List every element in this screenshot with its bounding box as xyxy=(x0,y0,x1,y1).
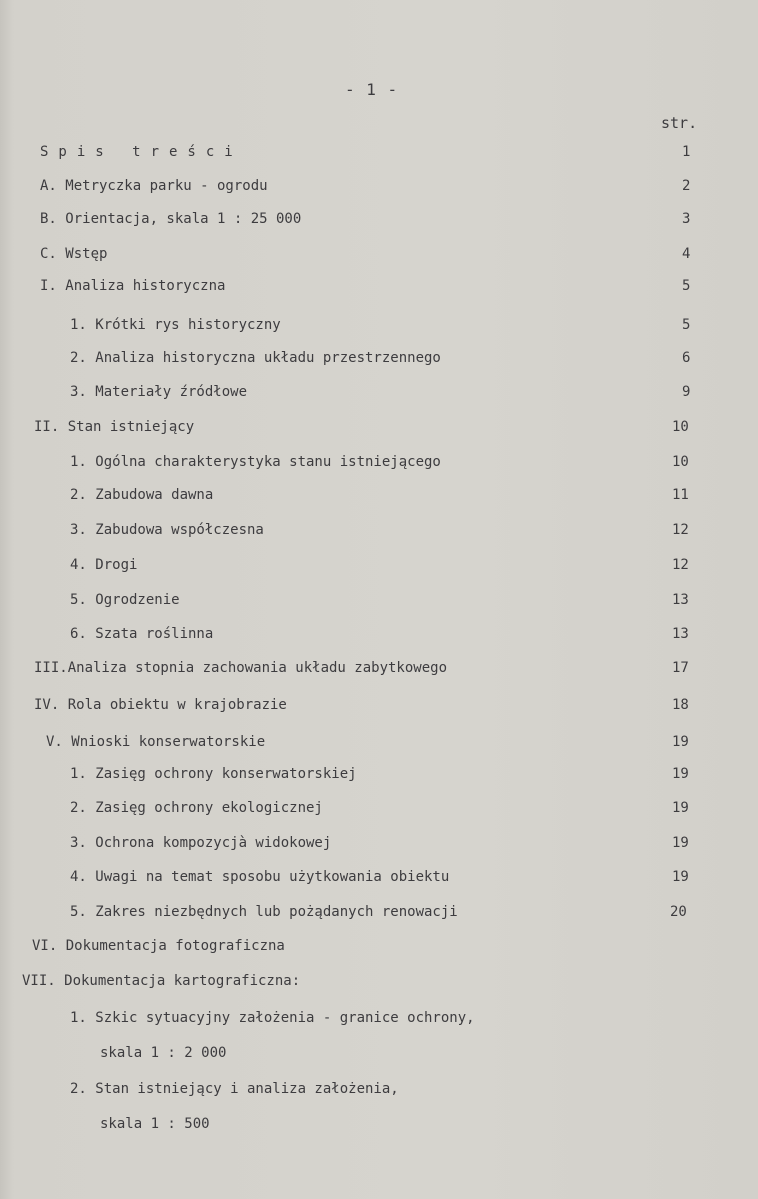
toc-page: 2 xyxy=(682,178,691,194)
toc-label: 1. Ogólna charakterystyka stanu istniejącego xyxy=(70,454,441,470)
toc-page: 13 xyxy=(672,626,689,642)
toc-entry xyxy=(0,900,758,924)
toc-page: 9 xyxy=(682,384,691,400)
toc-label: 4. Drogi xyxy=(70,557,138,573)
toc-entry xyxy=(0,934,758,958)
toc-label: C. Wstęp xyxy=(40,246,108,262)
toc-page: 10 xyxy=(672,419,689,435)
toc-entry xyxy=(0,1006,758,1030)
toc-page: 6 xyxy=(682,350,691,366)
toc-page: 19 xyxy=(672,835,689,851)
toc-page: 11 xyxy=(672,487,689,503)
toc-entry xyxy=(0,207,758,231)
toc-page: 19 xyxy=(672,800,689,816)
toc-label: 1. Szkic sytuacyjny założenia - granice ochrony, xyxy=(70,1010,475,1026)
toc-entry xyxy=(0,730,758,754)
toc-entry xyxy=(0,1041,758,1065)
toc-entry xyxy=(0,831,758,855)
toc-page: 19 xyxy=(672,734,689,750)
toc-entry xyxy=(0,518,758,542)
toc-label: 2. Zabudowa dawna xyxy=(70,487,214,503)
toc-entry xyxy=(0,969,758,993)
toc-page: 5 xyxy=(682,278,691,294)
toc-entry xyxy=(0,865,758,889)
toc-entry xyxy=(0,242,758,266)
toc-label: 2. Stan istniejący i analiza założenia, xyxy=(70,1081,399,1097)
toc-label: skala 1 : 2 000 xyxy=(100,1045,227,1061)
toc-page: 19 xyxy=(672,766,689,782)
toc-entry xyxy=(0,174,758,198)
toc-label: III.Analiza stopnia zachowania układu zabytkowego xyxy=(34,660,448,676)
toc-label: I. Analiza historyczna xyxy=(40,278,226,294)
toc-label: 3. Ochrona kompozycjà widokowej xyxy=(70,835,332,851)
toc-entry xyxy=(0,762,758,786)
toc-page: 18 xyxy=(672,697,689,713)
toc-entry xyxy=(0,380,758,404)
toc-entry xyxy=(0,415,758,439)
toc-entry xyxy=(0,346,758,370)
toc-label: II. Stan istniejący xyxy=(34,419,195,435)
toc-entry xyxy=(0,1112,758,1136)
toc-entry xyxy=(0,450,758,474)
toc-label: A. Metryczka parku - ogrodu xyxy=(40,178,268,194)
toc-label: 3. Materiały źródłowe xyxy=(70,384,248,400)
toc-entry xyxy=(0,553,758,577)
toc-label: Spis treści xyxy=(40,144,243,160)
toc-entry xyxy=(0,656,758,680)
toc-page: 4 xyxy=(682,246,691,262)
toc-page: 17 xyxy=(672,660,689,676)
toc-label: B. Orientacja, skala 1 : 25 000 xyxy=(40,211,302,227)
toc-entry xyxy=(0,274,758,298)
toc-page: 10 xyxy=(672,454,689,470)
toc-label: skala 1 : 500 xyxy=(100,1116,210,1132)
toc-entry xyxy=(0,1077,758,1101)
toc-label: 5. Ogrodzenie xyxy=(70,592,180,608)
toc-entry xyxy=(0,313,758,337)
toc-page: 20 xyxy=(670,904,687,920)
toc-page: 19 xyxy=(672,869,689,885)
toc-label: VII. Dokumentacja kartograficzna: xyxy=(22,973,301,989)
toc-page: 12 xyxy=(672,557,689,573)
toc-page: 3 xyxy=(682,211,691,227)
toc-entry xyxy=(0,693,758,717)
toc-label: 4. Uwagi na temat sposobu użytkowania obiektu xyxy=(70,869,450,885)
toc-label: V. Wnioski konserwatorskie xyxy=(46,734,266,750)
toc-label: 2. Analiza historyczna układu przestrzennego xyxy=(70,350,441,366)
toc-label: VI. Dokumentacja fotograficzna xyxy=(32,938,285,954)
toc-entry xyxy=(0,796,758,820)
toc-label: 5. Zakres niezbędnych lub pożądanych renowacji xyxy=(70,904,458,920)
toc-entry xyxy=(0,588,758,612)
toc-label: IV. Rola obiektu w krajobrazie xyxy=(34,697,287,713)
toc-entry xyxy=(0,483,758,507)
page-number: - 1 - xyxy=(345,80,399,99)
toc-page: 1 xyxy=(682,144,691,160)
toc-entry xyxy=(0,622,758,646)
toc-page: 5 xyxy=(682,317,691,333)
toc-label: 1. Zasięg ochrony konserwatorskiej xyxy=(70,766,357,782)
page-column-label: str. xyxy=(661,114,698,132)
toc-label: 2. Zasięg ochrony ekologicznej xyxy=(70,800,323,816)
toc-label: 3. Zabudowa współczesna xyxy=(70,522,264,538)
toc-page: 13 xyxy=(672,592,689,608)
toc-label: 1. Krótki rys historyczny xyxy=(70,317,281,333)
toc-label: 6. Szata roślinna xyxy=(70,626,214,642)
toc-page: 12 xyxy=(672,522,689,538)
toc-title xyxy=(0,140,758,164)
